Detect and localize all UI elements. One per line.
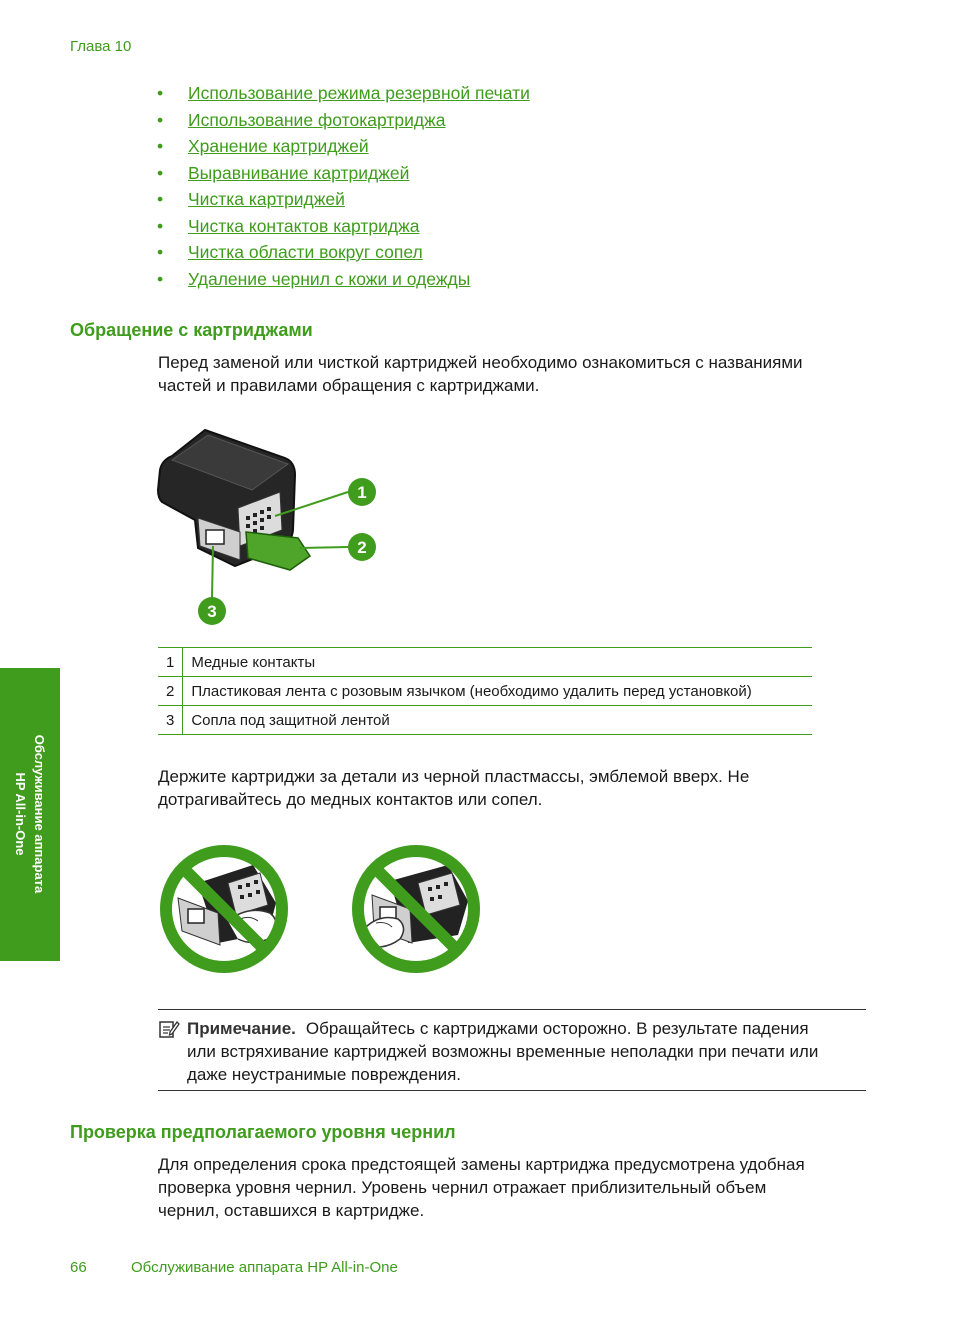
ink-level-paragraph [158,1153,868,1222]
cartridge-diagram [150,420,390,635]
note-line: даже неустранимые повреждения. [187,1065,462,1084]
table-row [158,677,812,706]
link-backup-print-mode[interactable]: Использование режима резервной печати [188,83,530,103]
bullet: • [157,189,164,209]
intro-paragraph [158,351,868,397]
ink-level-line: проверка уровня чернил. Уровень чернил отражает приблизительный объем [158,1178,767,1197]
link-cartridge-cleaning[interactable]: Чистка картриджей [188,189,345,209]
legend-text: Медные контакты [183,648,812,677]
legend-number: 1 [158,648,183,677]
handling-paragraph [158,765,868,811]
intro-line: частей и правилами обращения с картриджами. [158,376,540,395]
section-title-ink-level: Проверка предполагаемого уровня чернил [70,1122,456,1142]
ink-level-line: Для определения срока предстоящей замены картриджа предусмотрена удобная [158,1155,805,1174]
legend-number: 2 [158,677,183,706]
legend-text: Пластиковая лента с розовым язычком (необходимо удалить перед установкой) [183,677,812,706]
note-label: Примечание. [187,1019,296,1038]
note-box [158,1009,866,1091]
handling-line: дотрагивайтесь до медных контактов или сопел. [158,790,543,809]
side-tab-line: Обслуживание аппарата [32,734,47,894]
link-photo-cartridge[interactable]: Использование фотокартриджа [188,109,446,130]
parts-legend-table [158,647,812,735]
note-line: или встряхивание картриджей возможны временные неполадки при печати или [187,1042,819,1061]
chapter-header: Глава 10 [70,38,132,55]
footer-title: Обслуживание аппарата HP All-in-One [131,1259,398,1276]
list-item [157,188,530,215]
link-cartridge-storage[interactable]: Хранение картриджей [188,136,369,156]
bullet: • [157,215,164,236]
list-item [157,268,530,295]
intro-line: Перед заменой или чисткой картриджей необходимо ознакомиться с названиями [158,353,803,372]
legend-number: 3 [158,706,183,735]
link-cartridge-alignment[interactable]: Выравнивание картриджей [188,162,410,183]
side-tab-label [11,668,49,961]
note-text [187,1017,869,1086]
table-row [158,706,812,735]
handling-line: Держите картриджи за детали из черной пластмассы, эмблемой вверх. Не [158,767,750,786]
list-item [157,215,530,242]
do-not-touch-contacts-image [158,843,290,975]
ink-level-line: чернил, оставшихся в картридже. [158,1201,425,1220]
note-pencil-icon [158,1018,180,1040]
side-tab-line: HP All-in-One [13,772,28,856]
callout-3-label: 3 [207,602,217,621]
topic-link-list [157,82,530,294]
bullet: • [157,268,164,289]
table-row [158,648,812,677]
callout-2-label: 2 [357,538,367,557]
note-line: Обращайтесь с картриджами осторожно. В результате падения [305,1019,809,1038]
list-item [157,135,530,162]
legend-text: Сопла под защитной лентой [183,706,812,735]
callout-1-label: 1 [357,483,367,502]
page-number: 66 [70,1259,87,1276]
list-item [157,109,530,136]
list-item [157,162,530,189]
link-ink-removal[interactable]: Удаление чернил с кожи и одежды [188,268,471,289]
bullet: • [157,83,164,103]
do-not-touch-nozzles-image [350,843,482,975]
section-title-handling: Обращение с картриджами [70,320,313,340]
list-item [157,241,530,268]
link-nozzle-area-cleaning[interactable]: Чистка области вокруг сопел [188,242,423,262]
bullet: • [157,162,164,183]
bullet: • [157,109,164,130]
bullet: • [157,136,164,156]
bullet: • [157,242,164,262]
link-contact-cleaning[interactable]: Чистка контактов картриджа [188,215,420,236]
list-item [157,82,530,109]
